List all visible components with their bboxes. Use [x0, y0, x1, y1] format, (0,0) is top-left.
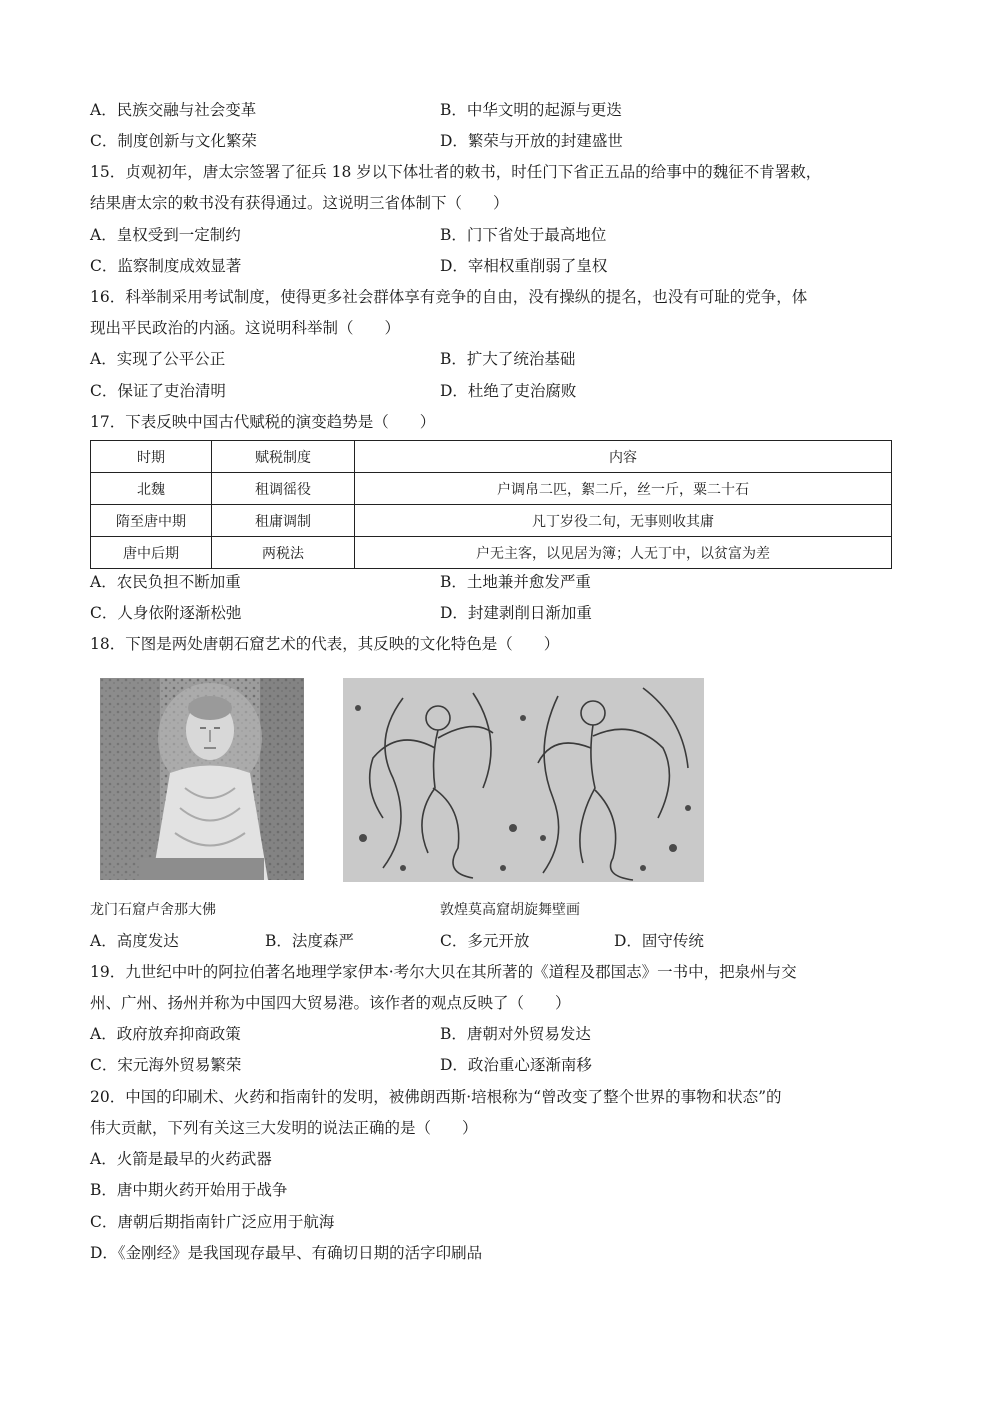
header-content: 内容	[355, 441, 892, 473]
longmen-buddha-image	[100, 678, 304, 880]
q19-stem-line2: 州、广州、扬州并称为中国四大贸易港。该作者的观点反映了（ ）	[90, 994, 571, 1012]
table-cell: 户调帛二匹，絮二斤，丝一斤，粟二十石	[355, 473, 892, 505]
q14-option-d: D．繁荣与开放的封建盛世	[440, 132, 623, 150]
q17-option-c: C．人身依附逐渐松弛	[90, 604, 242, 622]
q15-stem-line1: 15．贞观初年，唐太宗签署了征兵 18 岁以下体壮者的敕书，时任门下省正五品的给事中的魏征不肯署敕，	[90, 163, 822, 181]
dunhuang-mural-image	[343, 678, 704, 882]
header-tax-system: 赋税制度	[212, 441, 355, 473]
table-cell: 北魏	[91, 473, 212, 505]
q18-option-d: D．固守传统	[614, 932, 704, 950]
table-cell: 凡丁岁役二旬，无事则收其庸	[355, 505, 892, 537]
table-cell: 租调徭役	[212, 473, 355, 505]
q15-option-a: A．皇权受到一定制约	[90, 226, 241, 244]
table-row	[91, 505, 892, 537]
table-row	[91, 537, 892, 569]
q15-option-d: D．宰相权重削弱了皇权	[440, 257, 608, 275]
q20-stem-line2: 伟大贡献，下列有关这三大发明的说法正确的是（ ）	[90, 1119, 478, 1137]
q17-option-a: A．农民负担不断加重	[90, 573, 241, 591]
q18-option-b: B．法度森严	[265, 932, 354, 950]
q20-option-d: D．《金刚经》是我国现存最早、有确切日期的活字印刷品	[90, 1244, 483, 1262]
q16-option-a: A．实现了公平公正	[90, 350, 226, 368]
q19-stem-line1: 19．九世纪中叶的阿拉伯著名地理学家伊本·考尔大贝在其所著的《道程及郡国志》一书中，把泉州与交	[90, 963, 797, 981]
q14-option-c: C．制度创新与文化繁荣	[90, 132, 257, 150]
q17-option-d: D．封建剥削日渐加重	[440, 604, 592, 622]
caption-longmen: 龙门石窟卢舍那大佛	[90, 902, 216, 918]
q19-option-c: C．宋元海外贸易繁荣	[90, 1056, 242, 1074]
q17-option-b: B．土地兼并愈发严重	[440, 573, 591, 591]
q20-stem-line1: 20．中国的印刷术、火药和指南针的发明，被佛朗西斯·培根称为“曾改变了整个世界的事物和状态”的	[90, 1088, 782, 1106]
q16-option-b: B．扩大了统治基础	[440, 350, 576, 368]
caption-dunhuang: 敦煌莫高窟胡旋舞壁画	[440, 902, 580, 918]
table-cell: 户无主客，以见居为簿；人无丁中，以贫富为差	[355, 537, 892, 569]
q18-option-a: A．高度发达	[90, 932, 179, 950]
q15-option-c: C．监察制度成效显著	[90, 257, 242, 275]
q16-stem-line1: 16．科举制采用考试制度，使得更多社会群体享有竞争的自由，没有操纵的提名，也没有可耻的党争，体	[90, 288, 808, 306]
q18-stem: 18．下图是两处唐朝石窟艺术的代表，其反映的文化特色是（ ）	[90, 635, 560, 653]
q18-option-c: C．多元开放	[440, 932, 530, 950]
table-cell: 隋至唐中期	[91, 505, 212, 537]
q19-option-d: D．政治重心逐渐南移	[440, 1056, 592, 1074]
q16-option-d: D．杜绝了吏治腐败	[440, 382, 577, 400]
tax-table	[90, 440, 892, 569]
q20-option-b: B．唐中期火药开始用于战争	[90, 1181, 288, 1199]
table-cell: 两税法	[212, 537, 355, 569]
table-cell: 唐中后期	[91, 537, 212, 569]
q20-option-a: A．火箭是最早的火药武器	[90, 1150, 272, 1168]
header-period: 时期	[91, 441, 212, 473]
table-cell: 租庸调制	[212, 505, 355, 537]
q20-option-c: C．唐朝后期指南针广泛应用于航海	[90, 1213, 335, 1231]
q14-option-a: A．民族交融与社会变革	[90, 101, 257, 119]
q19-option-b: B．唐朝对外贸易发达	[440, 1025, 591, 1043]
q15-stem-line2: 结果唐太宗的敕书没有获得通过。这说明三省体制下（ ）	[90, 194, 509, 212]
q16-stem-line2: 现出平民政治的内涵。这说明科举制（ ）	[90, 319, 401, 337]
q15-option-b: B．门下省处于最高地位	[440, 226, 607, 244]
table-row	[91, 473, 892, 505]
q19-option-a: A．政府放弃抑商政策	[90, 1025, 241, 1043]
tax-table-header	[91, 441, 892, 473]
q14-option-b: B．中华文明的起源与更迭	[440, 101, 622, 119]
q17-stem: 17．下表反映中国古代赋税的演变趋势是（ ）	[90, 413, 436, 431]
q16-option-c: C．保证了吏治清明	[90, 382, 226, 400]
